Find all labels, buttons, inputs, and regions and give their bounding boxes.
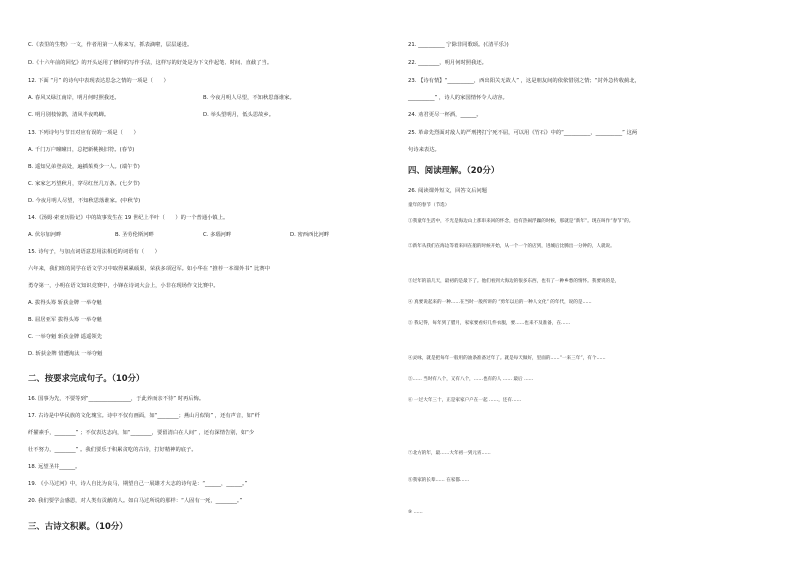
- q15-passage-2: 勇夺第一，小明在语文知识竞赛中，小锋在诗词大会上，小非在现场作文比赛中。: [28, 283, 219, 289]
- question-14: 14.《汤姆·索亚历险记》中的故事发生在 19 世纪上半叶（ ）的一个普通小镇上。: [28, 215, 229, 221]
- question-19: 19. 《小马过河》中，诗人自比为良马，期望自己一展雄才大志的诗句是：“______，______。”: [28, 481, 248, 487]
- q15-option-c: C. 一举夺魁 斩获金牌 遥遥领先: [28, 334, 102, 340]
- q15-option-b: B. 屈居亚军 拔得头筹 一举夺魁: [28, 317, 102, 323]
- q14-option-d: D. 密西西比河畔: [290, 232, 330, 238]
- question-25-line1: 25. 革命先烈面对敌人的严刑拷打宁死不屈，可以用《竹石》中的“__________，__________” 这两: [408, 130, 638, 136]
- question-12: 12. 下面 “月” 的诗句中表现表达思念之情的一项是（ ）: [28, 78, 169, 84]
- line-c-option: C.《表里的生物》一文，作者用第一人称来写，抓表滴啦，层层递进。: [28, 42, 193, 48]
- q12-option-d: D. 举头望明月，低头思故乡。: [203, 112, 275, 118]
- question-22: 22. ________，明月何时照我还。: [408, 60, 487, 66]
- q14-option-c: C. 多瑙河畔: [203, 232, 232, 238]
- q15-option-a: A. 拔得头筹 斩获金牌 一举夺魁: [28, 300, 102, 306]
- question-25-line2: 句诗来表达。: [408, 147, 440, 153]
- question-15: 15. 诗句子，与加点词语意思用法相近的词语有（ ）: [28, 249, 160, 255]
- question-26: 26. 阅读课外短文，回答文后问题: [408, 188, 487, 194]
- paragraph-1: ①我童年生活中，不光是海边山上那串来回的怀念，也有热闹浮躁的时候，那就是“新年”。现在叫作“春节”的。: [408, 219, 634, 224]
- q12-option-a: A. 春风又绿江南岸，明月何时照我还。: [28, 95, 120, 101]
- question-17-line2: 纤擢素手，________” ；不仅表达志向，如“________，要留清白在人间” ，还有深情告别，如“少: [28, 430, 255, 436]
- q14-option-a: A. 伏尔加河畔: [28, 232, 62, 238]
- paragraph-4: ④ 真要说起来的一种……在当时一般所讲的 “剪年以后的一种人文化” 的年代，说的是……: [408, 300, 592, 305]
- paragraph-7: ⑤…… 当时有八个，又有八个，……也有的人 …… 最后 ……: [408, 377, 534, 382]
- reading-title: 童年的春节（节选）: [408, 203, 450, 208]
- paragraph-8: ⑥ 一过大年三十，正是家家户户在一起 ……，还有……: [408, 398, 522, 403]
- section-2-title: 二、按要求完成句子。（10分）: [28, 373, 145, 383]
- line-d-option: D.《十六年前的回忆》的开头运用了修辞的写作手法，这样写的好处是为下文作起笔、时间、直截了当。: [28, 60, 273, 66]
- q12-option-c: C. 明月别枝惊鹊，清风半夜鸣蝉。: [28, 112, 110, 118]
- paragraph-5: ⑤ 我记得，每年到了腊月，家家要看好几件衣服，要……也来不及准备，在……: [408, 321, 571, 326]
- paragraph-6: ④灵咏，就是把每年一般用的油条准备过年了。就是每天做好，里面的……“一来三年”，有个……: [408, 356, 606, 361]
- q13-option-c: C. 家家乞巧望秋月，穿尽红丝几万条。(七夕节): [28, 181, 140, 187]
- question-16: 16. 国事为先，不要等到“________________，于此养而亲不待” 时再后悔。: [28, 396, 205, 402]
- section-4-title: 四、阅读理解。（20分）: [408, 165, 500, 175]
- paragraph-10: ⑧我家的长辈…… 在家都……: [408, 478, 470, 483]
- question-17-line3: 壮不努力，________” 。我们要乐于积累贪吃的古诗，打好精神的底子。: [28, 447, 197, 453]
- q15-passage-1: 六年来，我们班的同学在语文学习中取得累累硕果，荣获多项冠军。如小华在 “推荐一本课外书” 比赛中: [28, 266, 270, 272]
- question-21: 21. __________ 宁除非同歌颂。(《清平乐》): [408, 42, 509, 48]
- question-18: 18. 远望圣井______。: [28, 464, 81, 470]
- q13-option-d: D. 今夜月明人尽望，不知秋思落谁家。(中秋节): [28, 198, 141, 204]
- question-24: 24. 劝君更尽一杯酒，______。: [408, 112, 482, 118]
- question-23-line2: __________” ，诗人的家国情怀令人动容。: [408, 95, 508, 101]
- question-17-line1: 17. 古诗是中华民族的文化瑰宝。诗中不仅有画面，如“________；燕山月似钩” ，还有声音，如“纤: [28, 413, 260, 419]
- q13-option-a: A. 千门万户曈曈日，总把新桃换旧符。(春节): [28, 147, 135, 153]
- q15-option-d: D. 斩获金牌 惜遭淘汰 一举夺魁: [28, 351, 103, 357]
- paragraph-3: ③过年的前几天，最初的是最下了。他们看到大海边的很多东西，也有了一种乡愁的情怀。我要说的是，: [408, 279, 620, 284]
- q14-option-b: B. 圣劳伦斯河畔: [115, 232, 154, 238]
- q12-option-b: B. 今夜月明人尽望，不知秋思落谁家。: [203, 95, 295, 101]
- question-13: 13. 下列诗句与节日对应有误的一项是（ ）: [28, 130, 139, 136]
- section-3-title: 三、古诗文积累。（10分）: [28, 521, 128, 531]
- question-23-line1: 23. 【诗有情】“__________，西出阳关无故人” ，这是朋友间的依依惜别之情；“封外急传收蓟北，: [408, 78, 640, 84]
- paragraph-2: ②新年从我们在海边等着来回在船的时候开始，从一个一个的店到，进城后比腾出一分钟的，人就说。: [408, 244, 615, 249]
- paragraph-9: ⑦北方的年，最……大年初一到元宵……: [408, 451, 491, 456]
- question-20: 20. 我们要学会感恩，对人类有贡献的人。如白马过所说的那样：“人固有一死，________。”: [28, 498, 243, 504]
- q13-option-b: B. 遥知兄弟登高处，遍插茱萸少一人。(端午节): [28, 164, 140, 170]
- paragraph-11: ⑨ ……: [408, 510, 423, 515]
